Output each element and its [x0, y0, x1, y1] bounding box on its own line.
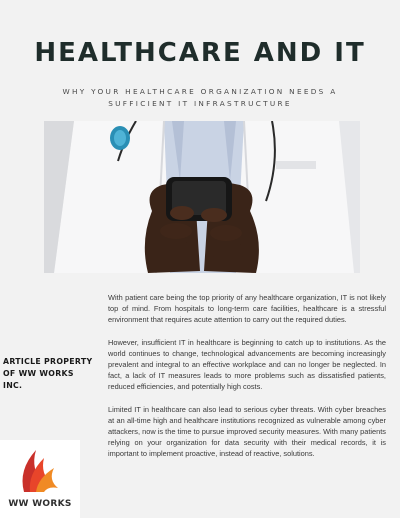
article-attribution: ARTICLE PROPERTY OF WW WORKS INC.: [3, 357, 93, 390]
page-subtitle: WHY YOUR HEALTHCARE ORGANIZATION NEEDS A SUFFICIENT IT INFRASTRUCTURE: [62, 87, 338, 108]
flame-logo-icon: [0, 440, 80, 500]
ww-works-logo: [0, 440, 80, 518]
article-body: [108, 292, 386, 471]
doctor-phone-illustration: [44, 121, 360, 273]
page-title: HEALTHCARE AND IT: [34, 38, 366, 68]
doctor-phone-photo: [44, 121, 360, 273]
article-paragraph-2: However, insufficient IT in healthcare is beginning to catch up to institutions. As the world continues to change, technological advancements are becoming increasingly prevalent and integral to an effective workplace and can no longer be neglected. In fact, a lack of IT measures leads to more problems such as dissatisfied patients, reduced efficiencies, and potentially high costs.: [108, 337, 386, 392]
article-paragraph-1: With patient care being the top priority of any healthcare organization, IT is not likely top of mind. From hospitals to long-term care facilities, healthcare is a stressful environment that requires acute attention to carry out the required duties.: [108, 293, 386, 325]
article-paragraph-3: Limited IT in healthcare can also lead to serious cyber threats. With cyber breaches at an all-time high and healthcare institutions recognized as vulnerable among cyber attackers, now is the time to pursue improved security measures. With many patients relying on your organization for data security with their medical records, it is important to implement proactive, instead of reactive, solutions.: [108, 404, 386, 459]
logo-text: WW WORKS: [8, 499, 72, 509]
